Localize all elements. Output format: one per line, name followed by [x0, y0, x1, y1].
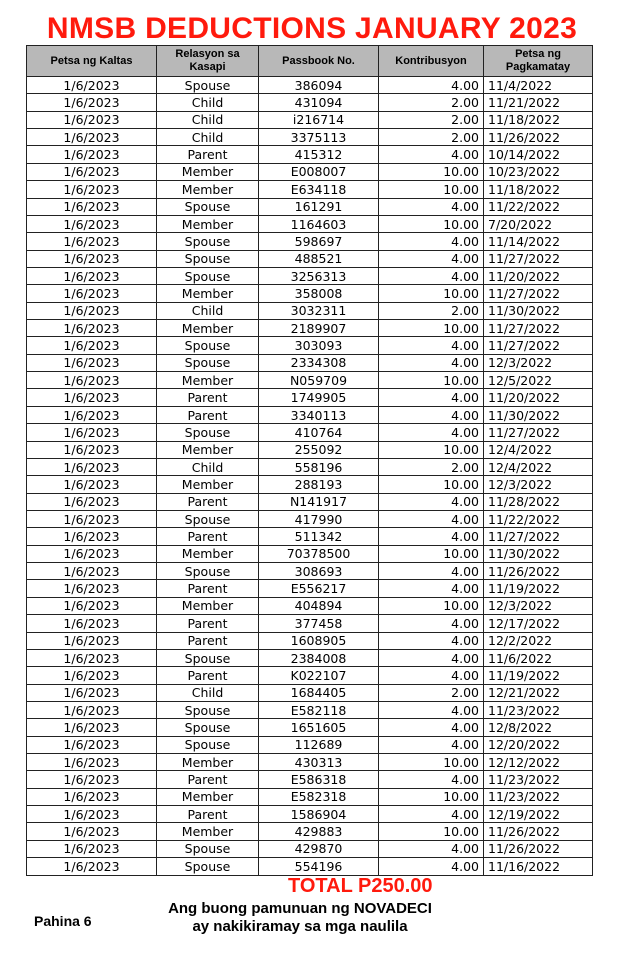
cell-petsa-ng-pagkamatay: 7/20/2022	[484, 215, 593, 232]
cell-petsa-ng-pagkamatay: 11/27/2022	[484, 528, 593, 545]
table-row	[27, 337, 593, 354]
cell-kontribusyon: 4.00	[379, 267, 484, 284]
cell-petsa-ng-pagkamatay: 11/19/2022	[484, 667, 593, 684]
table-row	[27, 806, 593, 823]
cell-passbook-no: 2384008	[259, 649, 379, 666]
cell-petsa-ng-pagkamatay: 11/19/2022	[484, 580, 593, 597]
header-passbook-no: Passbook No.	[259, 46, 379, 77]
table-row	[27, 719, 593, 736]
table-row	[27, 823, 593, 840]
table-row	[27, 649, 593, 666]
cell-relasyon: Spouse	[157, 267, 259, 284]
cell-petsa-ng-pagkamatay: 11/26/2022	[484, 129, 593, 146]
cell-petsa-ng-kaltas: 1/6/2023	[27, 389, 157, 406]
table-row	[27, 406, 593, 423]
cell-petsa-ng-pagkamatay: 11/27/2022	[484, 320, 593, 337]
table-row	[27, 615, 593, 632]
cell-passbook-no: 417990	[259, 510, 379, 527]
cell-petsa-ng-kaltas: 1/6/2023	[27, 580, 157, 597]
table-row	[27, 563, 593, 580]
cell-petsa-ng-pagkamatay: 12/3/2022	[484, 597, 593, 614]
message-line: Ang buong pamunuan ng NOVADECI	[168, 900, 432, 917]
cell-relasyon: Parent	[157, 615, 259, 632]
cell-relasyon: Child	[157, 684, 259, 701]
cell-kontribusyon: 10.00	[379, 476, 484, 493]
cell-passbook-no: E582118	[259, 701, 379, 718]
table-row	[27, 181, 593, 198]
page-number: Pahina 6	[34, 913, 92, 929]
cell-petsa-ng-pagkamatay: 11/27/2022	[484, 337, 593, 354]
cell-passbook-no: 404894	[259, 597, 379, 614]
cell-passbook-no: 2334308	[259, 354, 379, 371]
cell-petsa-ng-pagkamatay: 11/16/2022	[484, 858, 593, 875]
cell-kontribusyon: 10.00	[379, 372, 484, 389]
cell-kontribusyon: 4.00	[379, 146, 484, 163]
cell-petsa-ng-kaltas: 1/6/2023	[27, 285, 157, 302]
cell-relasyon: Member	[157, 181, 259, 198]
cell-relasyon: Spouse	[157, 649, 259, 666]
cell-relasyon: Member	[157, 597, 259, 614]
cell-relasyon: Parent	[157, 406, 259, 423]
table-row	[27, 736, 593, 753]
cell-petsa-ng-pagkamatay: 11/26/2022	[484, 840, 593, 857]
cell-relasyon: Child	[157, 458, 259, 475]
cell-relasyon: Member	[157, 545, 259, 562]
cell-relasyon: Spouse	[157, 198, 259, 215]
cell-kontribusyon: 2.00	[379, 111, 484, 128]
cell-relasyon: Parent	[157, 389, 259, 406]
cell-passbook-no: K022107	[259, 667, 379, 684]
total-amount: TOTAL P250.00	[288, 875, 433, 897]
cell-relasyon: Member	[157, 372, 259, 389]
cell-passbook-no: N059709	[259, 372, 379, 389]
cell-petsa-ng-kaltas: 1/6/2023	[27, 94, 157, 111]
cell-petsa-ng-pagkamatay: 12/20/2022	[484, 736, 593, 753]
table-row	[27, 389, 593, 406]
cell-petsa-ng-kaltas: 1/6/2023	[27, 77, 157, 94]
header-petsa-ng-kaltas: Petsa ng Kaltas	[27, 46, 157, 77]
table-row	[27, 111, 593, 128]
cell-kontribusyon: 10.00	[379, 320, 484, 337]
table-row	[27, 198, 593, 215]
cell-kontribusyon: 4.00	[379, 337, 484, 354]
cell-petsa-ng-kaltas: 1/6/2023	[27, 250, 157, 267]
cell-relasyon: Member	[157, 788, 259, 805]
cell-petsa-ng-pagkamatay: 11/23/2022	[484, 788, 593, 805]
cell-petsa-ng-pagkamatay: 11/22/2022	[484, 198, 593, 215]
cell-relasyon: Spouse	[157, 233, 259, 250]
cell-petsa-ng-pagkamatay: 12/4/2022	[484, 458, 593, 475]
cell-petsa-ng-kaltas: 1/6/2023	[27, 320, 157, 337]
cell-petsa-ng-pagkamatay: 11/22/2022	[484, 510, 593, 527]
cell-kontribusyon: 4.00	[379, 615, 484, 632]
cell-petsa-ng-kaltas: 1/6/2023	[27, 163, 157, 180]
cell-passbook-no: 3375113	[259, 129, 379, 146]
cell-petsa-ng-pagkamatay: 11/18/2022	[484, 181, 593, 198]
cell-kontribusyon: 4.00	[379, 198, 484, 215]
cell-passbook-no: 1164603	[259, 215, 379, 232]
cell-passbook-no: 1749905	[259, 389, 379, 406]
cell-petsa-ng-kaltas: 1/6/2023	[27, 736, 157, 753]
cell-relasyon: Parent	[157, 493, 259, 510]
cell-passbook-no: N141917	[259, 493, 379, 510]
cell-kontribusyon: 4.00	[379, 806, 484, 823]
cell-kontribusyon: 10.00	[379, 285, 484, 302]
cell-petsa-ng-kaltas: 1/6/2023	[27, 111, 157, 128]
table-row	[27, 267, 593, 284]
cell-passbook-no: 358008	[259, 285, 379, 302]
cell-passbook-no: 3032311	[259, 302, 379, 319]
cell-petsa-ng-kaltas: 1/6/2023	[27, 754, 157, 771]
cell-petsa-ng-pagkamatay: 12/5/2022	[484, 372, 593, 389]
cell-petsa-ng-kaltas: 1/6/2023	[27, 458, 157, 475]
cell-relasyon: Spouse	[157, 736, 259, 753]
table-row	[27, 77, 593, 94]
cell-relasyon: Spouse	[157, 337, 259, 354]
cell-relasyon: Parent	[157, 580, 259, 597]
cell-relasyon: Member	[157, 754, 259, 771]
cell-petsa-ng-kaltas: 1/6/2023	[27, 354, 157, 371]
cell-passbook-no: E586318	[259, 771, 379, 788]
cell-kontribusyon: 4.00	[379, 632, 484, 649]
cell-kontribusyon: 4.00	[379, 528, 484, 545]
cell-petsa-ng-pagkamatay: 12/12/2022	[484, 754, 593, 771]
cell-passbook-no: 386094	[259, 77, 379, 94]
table-header	[27, 46, 593, 77]
table-row	[27, 528, 593, 545]
cell-petsa-ng-kaltas: 1/6/2023	[27, 719, 157, 736]
cell-petsa-ng-pagkamatay: 11/23/2022	[484, 701, 593, 718]
cell-petsa-ng-kaltas: 1/6/2023	[27, 493, 157, 510]
cell-relasyon: Spouse	[157, 354, 259, 371]
cell-petsa-ng-kaltas: 1/6/2023	[27, 233, 157, 250]
cell-petsa-ng-pagkamatay: 11/27/2022	[484, 424, 593, 441]
cell-kontribusyon: 2.00	[379, 94, 484, 111]
cell-passbook-no: 303093	[259, 337, 379, 354]
cell-petsa-ng-pagkamatay: 12/2/2022	[484, 632, 593, 649]
table-row	[27, 771, 593, 788]
cell-petsa-ng-kaltas: 1/6/2023	[27, 771, 157, 788]
cell-petsa-ng-kaltas: 1/6/2023	[27, 215, 157, 232]
cell-petsa-ng-pagkamatay: 11/28/2022	[484, 493, 593, 510]
cell-relasyon: Parent	[157, 806, 259, 823]
cell-relasyon: Member	[157, 441, 259, 458]
cell-petsa-ng-pagkamatay: 11/26/2022	[484, 563, 593, 580]
cell-passbook-no: 415312	[259, 146, 379, 163]
table-row	[27, 372, 593, 389]
cell-petsa-ng-pagkamatay: 12/19/2022	[484, 806, 593, 823]
cell-relasyon: Member	[157, 285, 259, 302]
condolence-message	[140, 900, 460, 936]
table-row	[27, 580, 593, 597]
cell-petsa-ng-pagkamatay: 12/4/2022	[484, 441, 593, 458]
cell-relasyon: Member	[157, 476, 259, 493]
cell-kontribusyon: 10.00	[379, 823, 484, 840]
cell-kontribusyon: 2.00	[379, 684, 484, 701]
cell-passbook-no: 1586904	[259, 806, 379, 823]
header-kontribusyon: Kontribusyon	[379, 46, 484, 77]
cell-kontribusyon: 4.00	[379, 667, 484, 684]
cell-kontribusyon: 2.00	[379, 129, 484, 146]
cell-petsa-ng-kaltas: 1/6/2023	[27, 545, 157, 562]
table-row	[27, 632, 593, 649]
cell-kontribusyon: 4.00	[379, 233, 484, 250]
table-row	[27, 701, 593, 718]
table-row	[27, 476, 593, 493]
cell-petsa-ng-pagkamatay: 10/14/2022	[484, 146, 593, 163]
cell-petsa-ng-kaltas: 1/6/2023	[27, 267, 157, 284]
cell-relasyon: Member	[157, 823, 259, 840]
table-row	[27, 215, 593, 232]
table-row	[27, 94, 593, 111]
header-relasyon-sa-kasapi: Relasyon sa Kasapi	[157, 46, 259, 77]
table-row	[27, 510, 593, 527]
cell-relasyon: Parent	[157, 667, 259, 684]
cell-passbook-no: 430313	[259, 754, 379, 771]
cell-petsa-ng-kaltas: 1/6/2023	[27, 632, 157, 649]
cell-kontribusyon: 10.00	[379, 181, 484, 198]
table-row	[27, 146, 593, 163]
cell-kontribusyon: 4.00	[379, 580, 484, 597]
cell-passbook-no: 511342	[259, 528, 379, 545]
cell-kontribusyon: 4.00	[379, 649, 484, 666]
cell-relasyon: Spouse	[157, 563, 259, 580]
cell-petsa-ng-pagkamatay: 12/3/2022	[484, 476, 593, 493]
cell-passbook-no: 377458	[259, 615, 379, 632]
cell-petsa-ng-kaltas: 1/6/2023	[27, 476, 157, 493]
cell-relasyon: Member	[157, 320, 259, 337]
cell-petsa-ng-pagkamatay: 12/8/2022	[484, 719, 593, 736]
header-petsa-ng-pagkamatay: Petsa ng Pagkamatay	[484, 46, 593, 77]
cell-passbook-no: 488521	[259, 250, 379, 267]
cell-kontribusyon: 4.00	[379, 858, 484, 875]
cell-kontribusyon: 10.00	[379, 788, 484, 805]
cell-kontribusyon: 4.00	[379, 719, 484, 736]
cell-petsa-ng-kaltas: 1/6/2023	[27, 649, 157, 666]
cell-passbook-no: 1684405	[259, 684, 379, 701]
cell-petsa-ng-kaltas: 1/6/2023	[27, 615, 157, 632]
cell-petsa-ng-pagkamatay: 11/30/2022	[484, 302, 593, 319]
cell-petsa-ng-kaltas: 1/6/2023	[27, 441, 157, 458]
cell-passbook-no: 558196	[259, 458, 379, 475]
cell-relasyon: Child	[157, 111, 259, 128]
table-row	[27, 754, 593, 771]
cell-petsa-ng-pagkamatay: 11/6/2022	[484, 649, 593, 666]
cell-petsa-ng-pagkamatay: 11/21/2022	[484, 94, 593, 111]
cell-passbook-no: 2189907	[259, 320, 379, 337]
cell-kontribusyon: 4.00	[379, 250, 484, 267]
cell-petsa-ng-kaltas: 1/6/2023	[27, 372, 157, 389]
cell-petsa-ng-kaltas: 1/6/2023	[27, 302, 157, 319]
cell-relasyon: Spouse	[157, 77, 259, 94]
table-row	[27, 597, 593, 614]
cell-petsa-ng-kaltas: 1/6/2023	[27, 563, 157, 580]
table-body	[27, 77, 593, 876]
cell-petsa-ng-kaltas: 1/6/2023	[27, 406, 157, 423]
cell-passbook-no: E582318	[259, 788, 379, 805]
cell-relasyon: Child	[157, 94, 259, 111]
cell-kontribusyon: 4.00	[379, 771, 484, 788]
table-row	[27, 858, 593, 875]
cell-petsa-ng-kaltas: 1/6/2023	[27, 146, 157, 163]
cell-petsa-ng-pagkamatay: 11/20/2022	[484, 389, 593, 406]
cell-petsa-ng-kaltas: 1/6/2023	[27, 424, 157, 441]
table-row	[27, 545, 593, 562]
cell-passbook-no: 70378500	[259, 545, 379, 562]
cell-petsa-ng-pagkamatay: 10/23/2022	[484, 163, 593, 180]
cell-relasyon: Parent	[157, 771, 259, 788]
cell-passbook-no: 255092	[259, 441, 379, 458]
cell-passbook-no: 161291	[259, 198, 379, 215]
cell-petsa-ng-kaltas: 1/6/2023	[27, 858, 157, 875]
cell-kontribusyon: 2.00	[379, 458, 484, 475]
cell-passbook-no: i216714	[259, 111, 379, 128]
table-row	[27, 684, 593, 701]
cell-kontribusyon: 4.00	[379, 701, 484, 718]
cell-kontribusyon: 10.00	[379, 215, 484, 232]
cell-passbook-no: 554196	[259, 858, 379, 875]
cell-passbook-no: 431094	[259, 94, 379, 111]
table-row	[27, 667, 593, 684]
cell-passbook-no: E556217	[259, 580, 379, 597]
cell-relasyon: Spouse	[157, 250, 259, 267]
cell-relasyon: Spouse	[157, 424, 259, 441]
cell-petsa-ng-kaltas: 1/6/2023	[27, 510, 157, 527]
header-row	[27, 46, 593, 77]
cell-relasyon: Child	[157, 129, 259, 146]
cell-relasyon: Spouse	[157, 858, 259, 875]
cell-petsa-ng-pagkamatay: 11/4/2022	[484, 77, 593, 94]
cell-passbook-no: 410764	[259, 424, 379, 441]
cell-petsa-ng-kaltas: 1/6/2023	[27, 684, 157, 701]
cell-petsa-ng-pagkamatay: 12/17/2022	[484, 615, 593, 632]
deductions-table	[26, 45, 593, 876]
cell-petsa-ng-kaltas: 1/6/2023	[27, 198, 157, 215]
cell-petsa-ng-pagkamatay: 11/30/2022	[484, 406, 593, 423]
table-row	[27, 320, 593, 337]
cell-passbook-no: 112689	[259, 736, 379, 753]
cell-kontribusyon: 4.00	[379, 840, 484, 857]
cell-kontribusyon: 4.00	[379, 354, 484, 371]
cell-relasyon: Spouse	[157, 840, 259, 857]
cell-kontribusyon: 4.00	[379, 736, 484, 753]
cell-petsa-ng-pagkamatay: 11/14/2022	[484, 233, 593, 250]
cell-petsa-ng-kaltas: 1/6/2023	[27, 528, 157, 545]
cell-kontribusyon: 10.00	[379, 597, 484, 614]
table-row	[27, 840, 593, 857]
cell-petsa-ng-kaltas: 1/6/2023	[27, 597, 157, 614]
cell-petsa-ng-kaltas: 1/6/2023	[27, 806, 157, 823]
cell-petsa-ng-pagkamatay: 11/30/2022	[484, 545, 593, 562]
cell-relasyon: Spouse	[157, 510, 259, 527]
cell-passbook-no: 3256313	[259, 267, 379, 284]
cell-kontribusyon: 4.00	[379, 493, 484, 510]
table-row	[27, 424, 593, 441]
cell-passbook-no: 598697	[259, 233, 379, 250]
table-row	[27, 354, 593, 371]
cell-passbook-no: 288193	[259, 476, 379, 493]
cell-kontribusyon: 4.00	[379, 77, 484, 94]
cell-kontribusyon: 10.00	[379, 754, 484, 771]
cell-kontribusyon: 10.00	[379, 441, 484, 458]
cell-petsa-ng-pagkamatay: 11/26/2022	[484, 823, 593, 840]
message-line: ay nakikiramay sa mga naulila	[192, 918, 408, 935]
cell-passbook-no: 308693	[259, 563, 379, 580]
cell-petsa-ng-pagkamatay: 11/20/2022	[484, 267, 593, 284]
cell-petsa-ng-pagkamatay: 11/27/2022	[484, 285, 593, 302]
cell-relasyon: Member	[157, 163, 259, 180]
cell-petsa-ng-kaltas: 1/6/2023	[27, 181, 157, 198]
table-row	[27, 129, 593, 146]
cell-relasyon: Parent	[157, 528, 259, 545]
table-row	[27, 302, 593, 319]
cell-petsa-ng-kaltas: 1/6/2023	[27, 788, 157, 805]
cell-relasyon: Spouse	[157, 701, 259, 718]
cell-kontribusyon: 4.00	[379, 406, 484, 423]
table-row	[27, 163, 593, 180]
cell-petsa-ng-kaltas: 1/6/2023	[27, 337, 157, 354]
cell-kontribusyon: 2.00	[379, 302, 484, 319]
cell-kontribusyon: 10.00	[379, 163, 484, 180]
table-row	[27, 788, 593, 805]
cell-relasyon: Child	[157, 302, 259, 319]
cell-petsa-ng-pagkamatay: 12/3/2022	[484, 354, 593, 371]
cell-petsa-ng-pagkamatay: 12/21/2022	[484, 684, 593, 701]
cell-kontribusyon: 4.00	[379, 424, 484, 441]
table-row	[27, 250, 593, 267]
cell-petsa-ng-kaltas: 1/6/2023	[27, 840, 157, 857]
table-row	[27, 233, 593, 250]
table-row	[27, 285, 593, 302]
cell-petsa-ng-pagkamatay: 11/18/2022	[484, 111, 593, 128]
cell-relasyon: Spouse	[157, 719, 259, 736]
cell-kontribusyon: 10.00	[379, 545, 484, 562]
cell-petsa-ng-kaltas: 1/6/2023	[27, 667, 157, 684]
cell-petsa-ng-kaltas: 1/6/2023	[27, 823, 157, 840]
page-title: NMSB DEDUCTIONS JANUARY 2023	[46, 12, 578, 45]
cell-relasyon: Parent	[157, 632, 259, 649]
cell-petsa-ng-pagkamatay: 11/27/2022	[484, 250, 593, 267]
cell-kontribusyon: 4.00	[379, 389, 484, 406]
cell-passbook-no: 3340113	[259, 406, 379, 423]
cell-passbook-no: 1651605	[259, 719, 379, 736]
cell-petsa-ng-kaltas: 1/6/2023	[27, 129, 157, 146]
cell-kontribusyon: 4.00	[379, 510, 484, 527]
table-row	[27, 441, 593, 458]
cell-kontribusyon: 4.00	[379, 563, 484, 580]
table-row	[27, 458, 593, 475]
cell-relasyon: Parent	[157, 146, 259, 163]
cell-passbook-no: E008007	[259, 163, 379, 180]
table-row	[27, 493, 593, 510]
cell-passbook-no: E634118	[259, 181, 379, 198]
cell-passbook-no: 429883	[259, 823, 379, 840]
cell-passbook-no: 429870	[259, 840, 379, 857]
cell-passbook-no: 1608905	[259, 632, 379, 649]
cell-relasyon: Member	[157, 215, 259, 232]
cell-petsa-ng-pagkamatay: 11/23/2022	[484, 771, 593, 788]
cell-petsa-ng-kaltas: 1/6/2023	[27, 701, 157, 718]
